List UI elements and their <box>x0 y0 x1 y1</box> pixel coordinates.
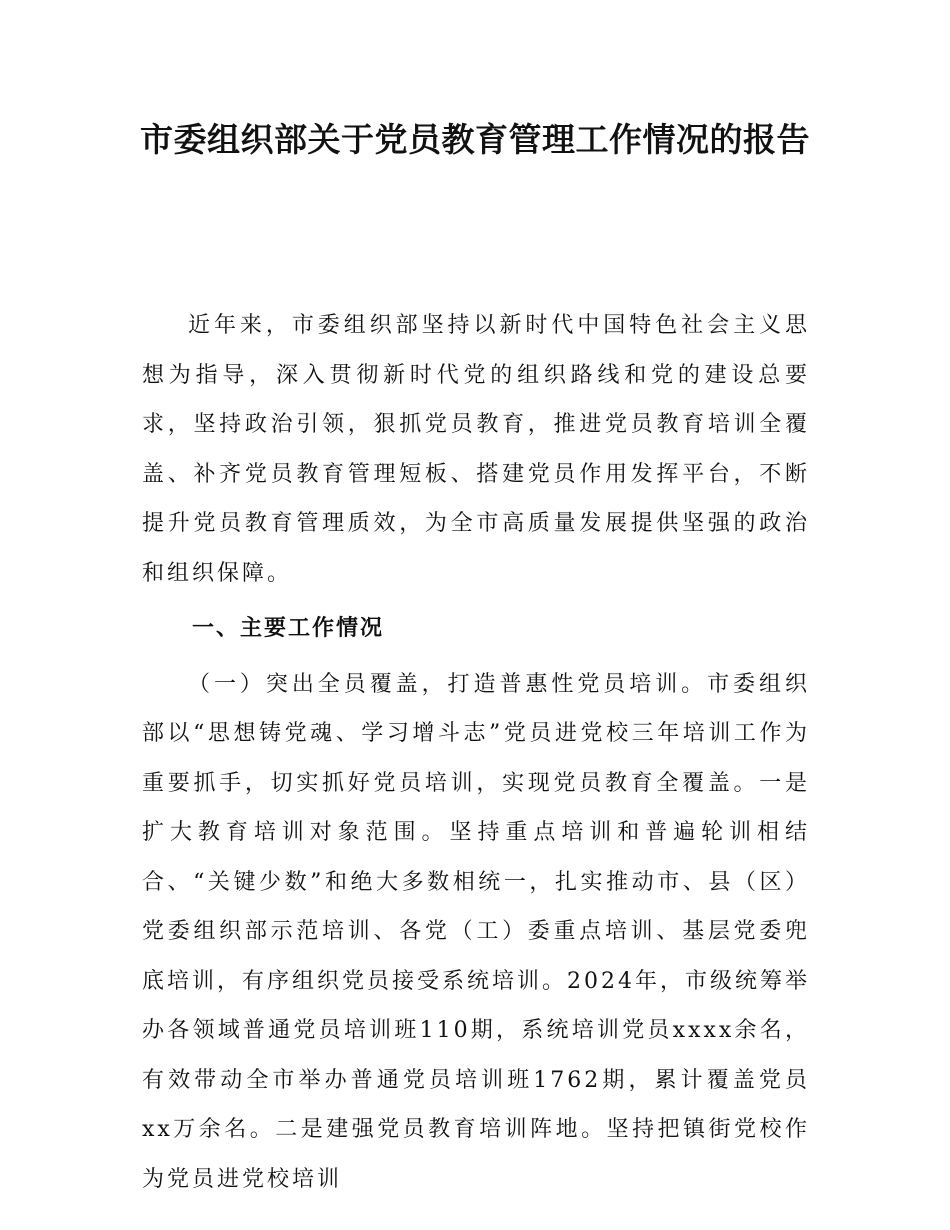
intro-paragraph: 近年来，市委组织部坚持以新时代中国特色社会主义思想为指导，深入贯彻新时代党的组织路线和党的建设总要求，坚持政治引领，狠抓党员教育，推进党员教育培训全覆盖、补齐党员教育管理短板、搭建党员作用发挥平台，不断提升党员教育管理质效，为全市高质量发展提供坚强的政治和组织保障。 <box>142 313 810 586</box>
document-body <box>142 301 810 1204</box>
section-paragraph: （一）突出全员覆盖，打造普惠性党员培训。市委组织部以“思想铸党魂、学习增斗志”党员进党校三年培训工作为重要抓手，切实抓好党员培训，实现党员教育全覆盖。一是扩大教育培训对象范围。坚持重点培训和普遍轮训相结合、“关键少数”和绝大多数相统一，扎实推动市、县（区）党委组织部示范培训、各党（工）委重点培训、基层党委兜底培训，有序组织党员接受系统培训。2024年，市级统筹举办各领域普通党员培训班110期，系统培训党员xxxx余名，有效带动全市举办普通党员培训班1762期，累计覆盖党员xx万余名。二是建强党员教育培训阵地。坚持把镇街党校作为党员进党校培训 <box>142 671 810 1192</box>
document-title: 市委组织部关于党员教育管理工作情况的报告 <box>140 120 810 159</box>
section-heading: 一、主要工作情况 <box>192 616 385 641</box>
